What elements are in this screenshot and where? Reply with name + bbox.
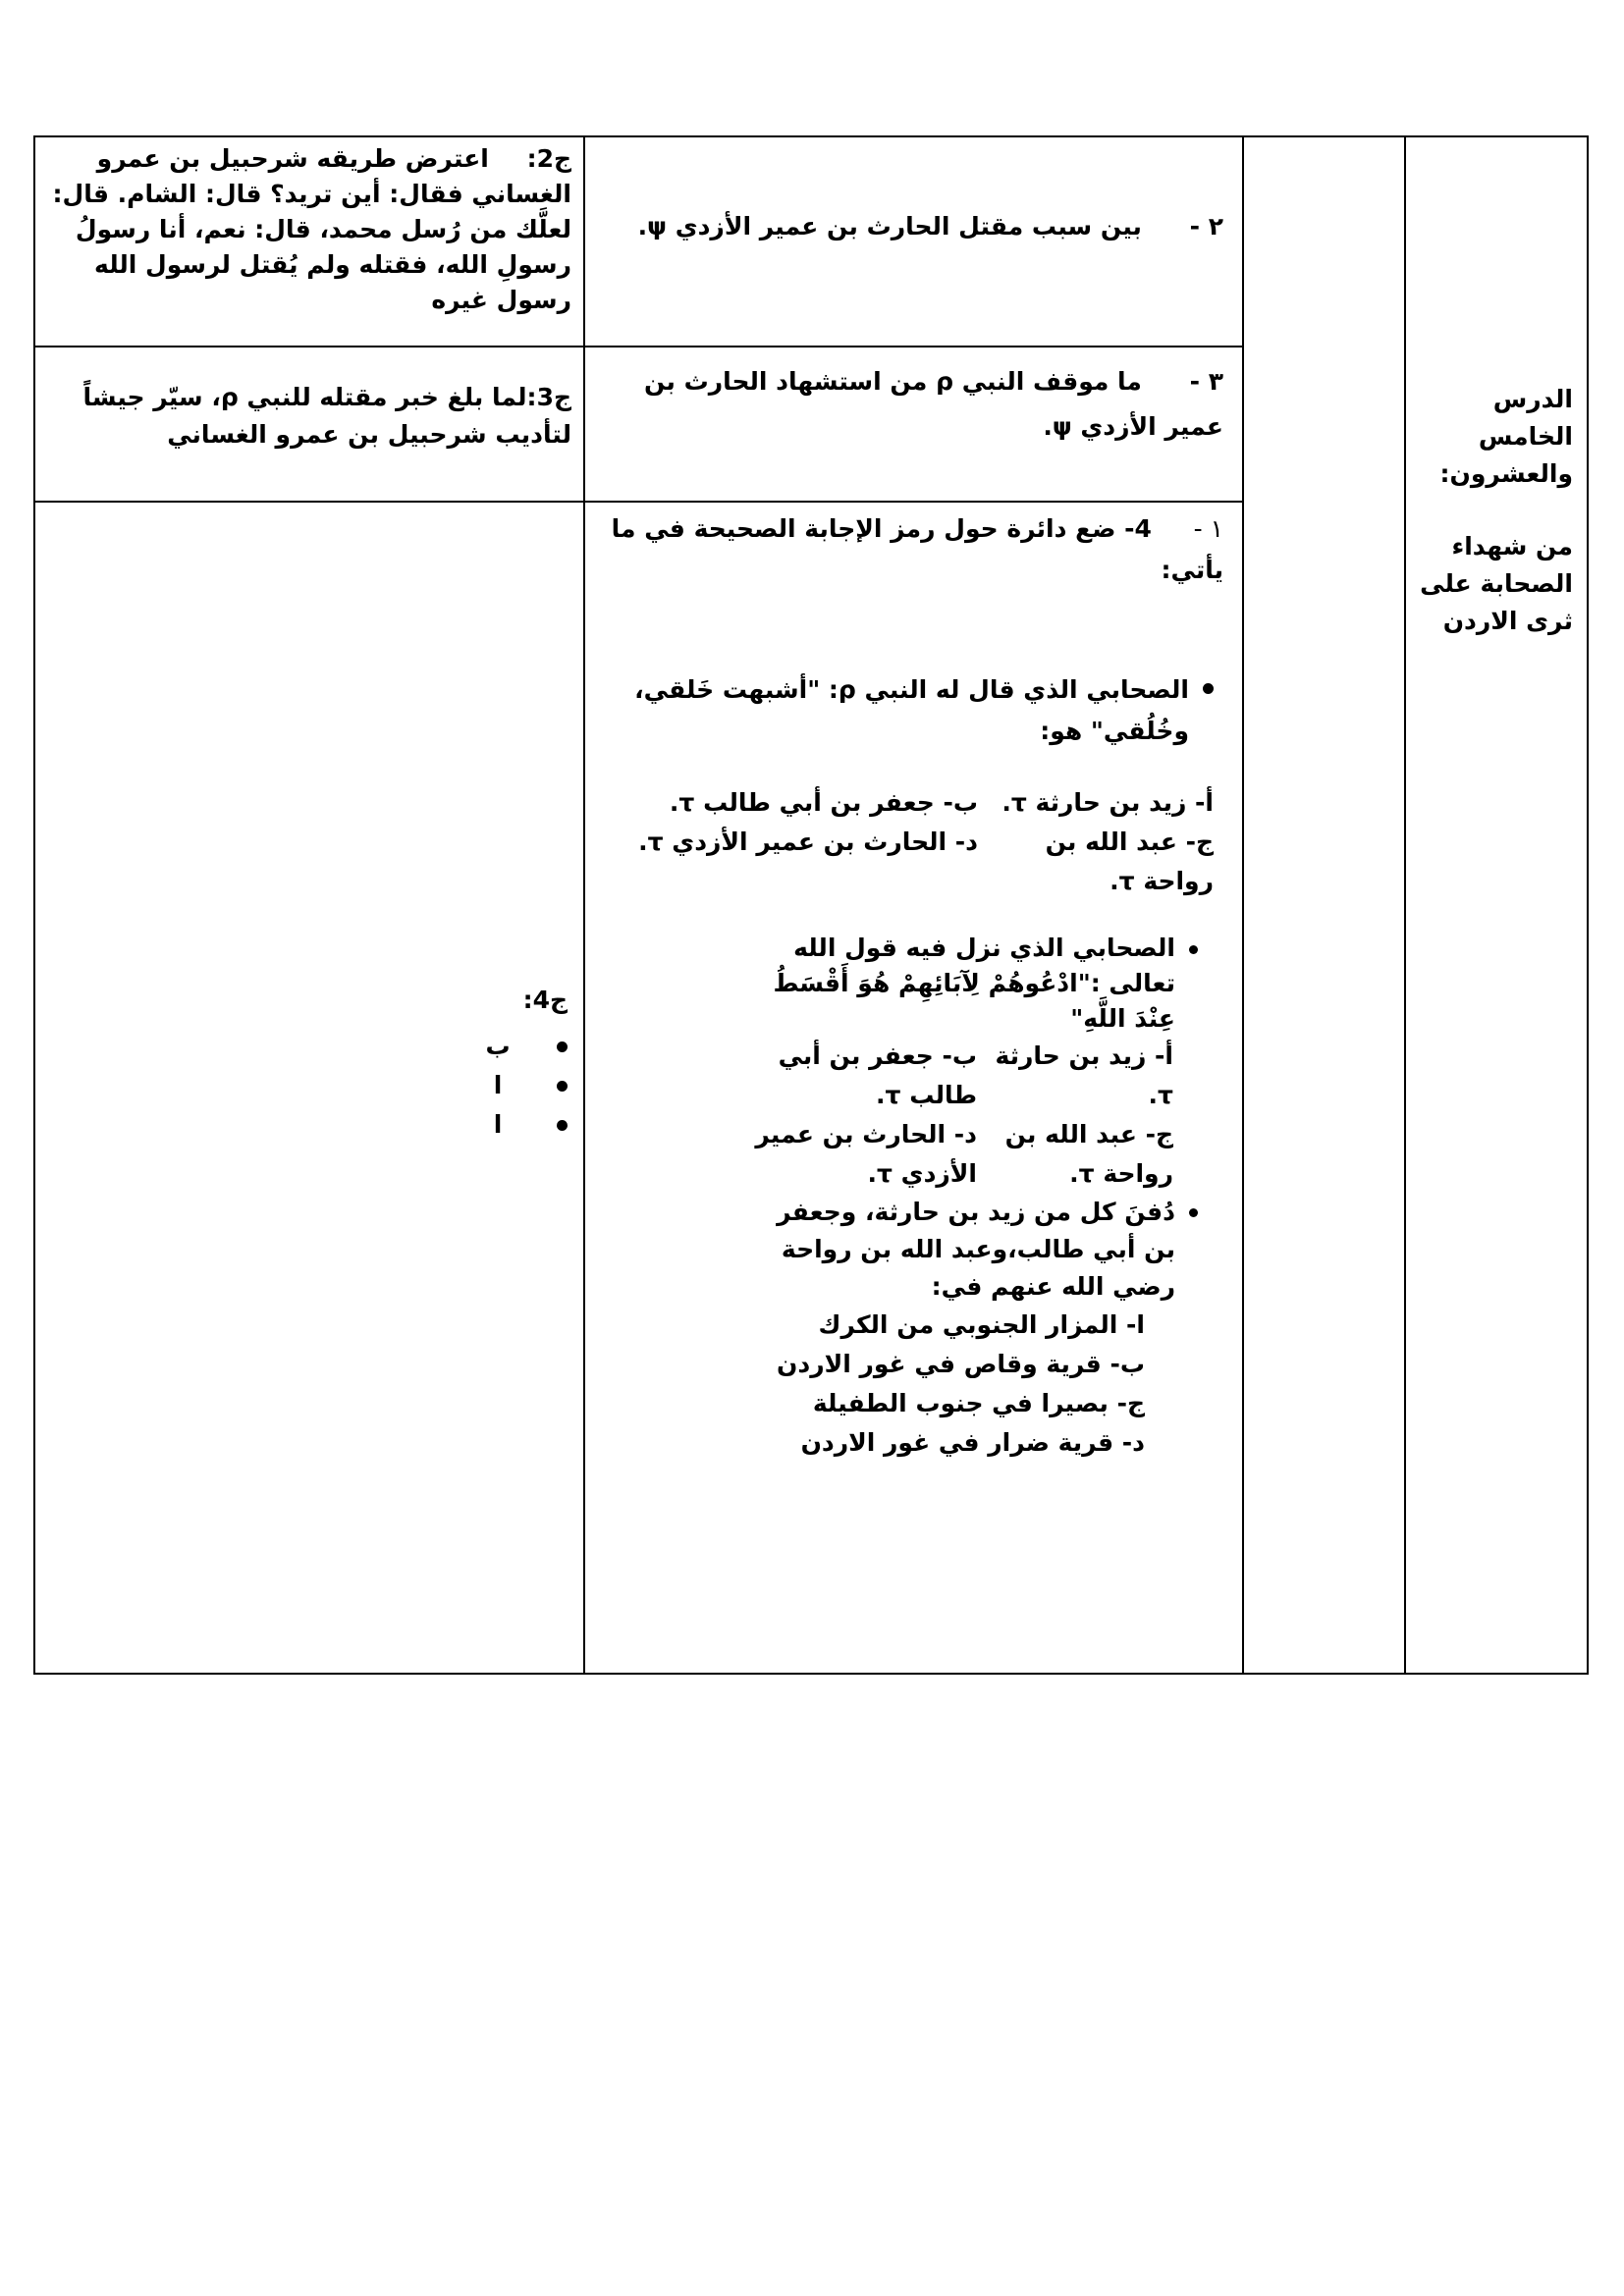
answer-3-cell — [35, 379, 581, 454]
answer-2-cell — [35, 141, 581, 318]
question-number: ٢ - — [1189, 212, 1223, 240]
answer-label: ج4: — [522, 986, 568, 1014]
option-row — [751, 1037, 1223, 1115]
answer-item — [35, 1105, 568, 1145]
lesson-topic-1: من شهداء — [1451, 532, 1573, 561]
answer-text: اعترض طريقه شرحبيل بن عمرو الغساني فقال: أين تريد؟ قال: الشام. قال: لعلَّك من رُسل محمد، قال: نعم، أنا رسولُ رسولِ الله، فقتله ولم يُقتل لرسول الله رسول غيره — [52, 144, 571, 314]
instruction-text: 4- ضع دائرة حول رمز الإجابة الصحيحة في ما يأتي: — [611, 514, 1223, 584]
option-d: د- قرية ضرار في غور الاردن — [800, 1428, 1145, 1457]
option-a: أ- زيد بن حارثة τ. — [1001, 788, 1214, 817]
answer-letter: ب — [485, 1032, 511, 1060]
mcq-item — [597, 1194, 1223, 1306]
mcq-item — [597, 931, 1223, 1037]
answer-text: ج3:لما بلغ خبر مقتله للنبي ρ، سيّر جيشاً لتأديب شرحبيل بن عمرو الغساني — [82, 383, 571, 449]
bullet-icon — [1203, 683, 1214, 694]
column-divider — [583, 137, 585, 1673]
row-divider — [35, 346, 1244, 347]
mcq-item — [597, 669, 1223, 752]
option-c: ج- عبد الله بن رواحة τ. — [1045, 828, 1214, 895]
question-text: بين سبب مقتل الحارث بن عمير الأزدي ψ. — [637, 212, 1142, 240]
option-b: ب- جعفر بن أبي طالب τ. — [669, 788, 978, 817]
mcq-stem: الصحابي الذي نزل فيه قول الله تعالى :"ادْعُوهُمْ لِآبَائِهِمْ هُوَ أَقْسَطُ عِنْدَ اللَّهِ" — [773, 934, 1175, 1033]
row-divider — [35, 501, 1244, 503]
bullet-icon — [1189, 1208, 1198, 1217]
question-number: ١ - — [1193, 514, 1223, 543]
instruction — [597, 508, 1223, 591]
option-row — [751, 1115, 1223, 1194]
question-2-cell — [587, 208, 1239, 245]
question-3-cell — [587, 359, 1239, 450]
answer-letter: ا — [493, 1071, 503, 1099]
question-text: ما موقف النبي ρ من استشهاد الحارث بن عمير الأزدي ψ. — [644, 367, 1223, 441]
bullet-icon — [1189, 945, 1198, 954]
lesson-title-3: والعشرون: — [1439, 459, 1573, 488]
lesson-title-2: الخامس — [1478, 422, 1573, 451]
lesson-cell — [1408, 381, 1587, 640]
option-b: ب- قرية وقاص في غور الاردن — [777, 1350, 1145, 1378]
option-d: د- الحارث بن عمير الأزدي τ. — [638, 828, 978, 856]
answer-letter: ا — [493, 1110, 503, 1139]
question-4-cell — [587, 508, 1239, 1463]
option-d: د- الحارث بن عمير الأزدي τ. — [755, 1120, 977, 1188]
question-number: ٣ - — [1189, 367, 1223, 396]
option-a: أ- زيد بن حارثة τ. — [995, 1041, 1173, 1109]
answer-label: ج2: — [526, 144, 571, 173]
column-divider — [1404, 137, 1406, 1673]
lesson-title-1: الدرس — [1492, 385, 1573, 413]
lesson-topic-2: الصحابة على — [1420, 569, 1573, 598]
lesson-topic-3: ثرى الاردن — [1442, 607, 1573, 635]
bullet-icon — [557, 1081, 568, 1092]
mcq-stem: الصحابي الذي قال له النبي ρ: "أشبهت خَلقي، وخُلُقي" هو: — [634, 675, 1189, 745]
option-a: ا- المزار الجنوبي من الكرك — [818, 1310, 1145, 1339]
option-c: ج- بصيرا في جنوب الطفيلة — [812, 1389, 1145, 1417]
option-row — [597, 823, 1223, 901]
answer-4-cell — [35, 982, 581, 1145]
column-divider — [1242, 137, 1244, 1673]
option-b: ب- جعفر بن أبي طالب τ. — [778, 1041, 977, 1109]
answer-item — [35, 1027, 568, 1066]
answer-item — [35, 1066, 568, 1105]
option-c: ج- عبد الله بن رواحة τ. — [1004, 1120, 1173, 1188]
answer-list — [35, 1027, 568, 1145]
mcq-stem: دُفنَ كل من زيد بن حارثة، وجعفر بن أبي طالب،وعبد الله بن رواحة رضي الله عنهم في: — [777, 1198, 1175, 1301]
option-row — [597, 783, 1223, 823]
bullet-icon — [557, 1120, 568, 1131]
lesson-table — [33, 135, 1589, 1675]
bullet-icon — [557, 1041, 568, 1052]
